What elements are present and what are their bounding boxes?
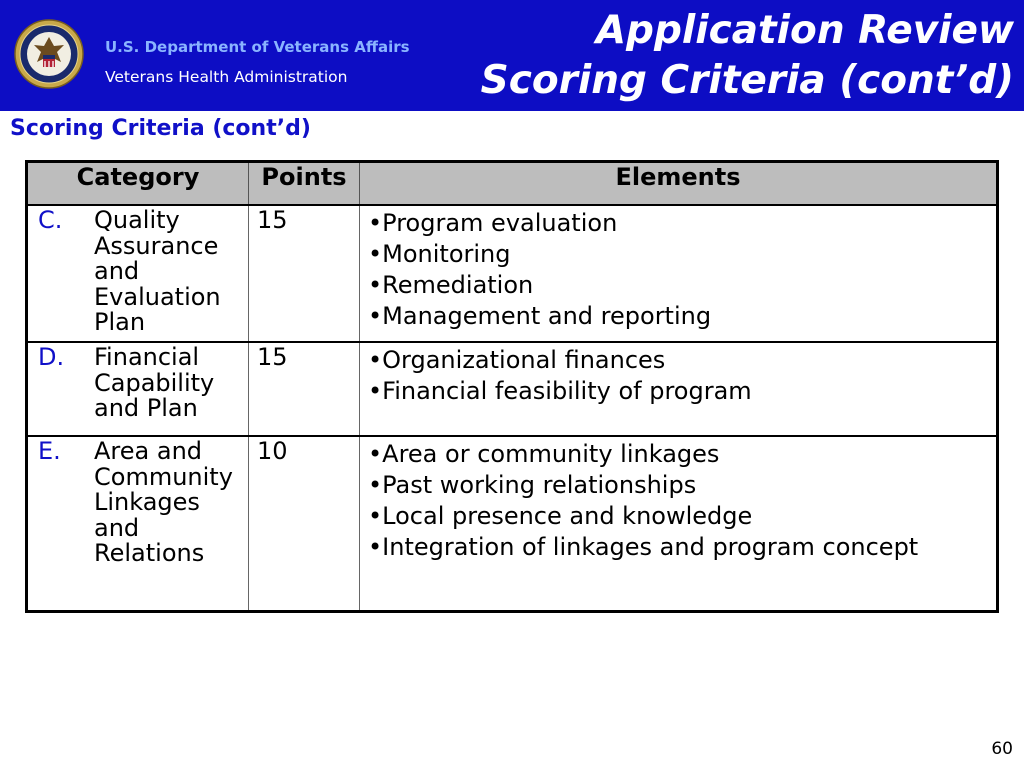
category-letter: E. [38, 437, 61, 465]
category-name: Area and Community Linkages and Relations [94, 437, 233, 567]
column-header-category: Category [27, 162, 249, 206]
category-cell [27, 205, 249, 342]
points-cell: 15 [249, 205, 360, 342]
department-name: U.S. Department of Veterans Affairs [105, 38, 410, 56]
element-item: • Past working relationships [368, 470, 992, 501]
element-item: • Area or community linkages [368, 439, 992, 470]
header-banner [0, 0, 1024, 111]
slide-title-line2: Scoring Criteria (cont’d) [480, 58, 1014, 103]
column-header-elements: Elements [360, 162, 998, 206]
administration-name: Veterans Health Administration [105, 68, 348, 86]
section-subtitle: Scoring Criteria (cont’d) [10, 116, 311, 141]
category-letter: D. [38, 343, 65, 371]
category-letter: C. [38, 206, 63, 234]
page-number: 60 [991, 739, 1013, 759]
element-item: • Management and reporting [368, 301, 992, 332]
slide-title-line1: Application Review [595, 8, 1014, 53]
category-name: Quality Assurance and Evaluation Plan [94, 206, 221, 336]
scoring-criteria-table [25, 160, 999, 613]
va-seal-icon [14, 19, 84, 89]
element-item: • Program evaluation [368, 208, 992, 239]
table-row [27, 436, 998, 611]
column-header-points: Points [249, 162, 360, 206]
table-row [27, 205, 998, 342]
element-item: • Monitoring [368, 239, 992, 270]
element-item: • Local presence and knowledge [368, 501, 992, 532]
element-item: • Organizational finances [368, 345, 992, 376]
category-cell [27, 436, 249, 611]
element-item: • Integration of linkages and program concept [368, 532, 992, 563]
elements-cell [360, 342, 998, 436]
element-item: • Remediation [368, 270, 992, 301]
table-header-row [27, 162, 998, 206]
elements-cell [360, 436, 998, 611]
slide-title [481, 6, 1014, 106]
table-row [27, 342, 998, 436]
points-cell: 15 [249, 342, 360, 436]
category-name: Financial Capability and Plan [94, 343, 215, 422]
elements-cell [360, 205, 998, 342]
points-cell: 10 [249, 436, 360, 611]
element-item: • Financial feasibility of program [368, 376, 992, 407]
category-cell [27, 342, 249, 436]
